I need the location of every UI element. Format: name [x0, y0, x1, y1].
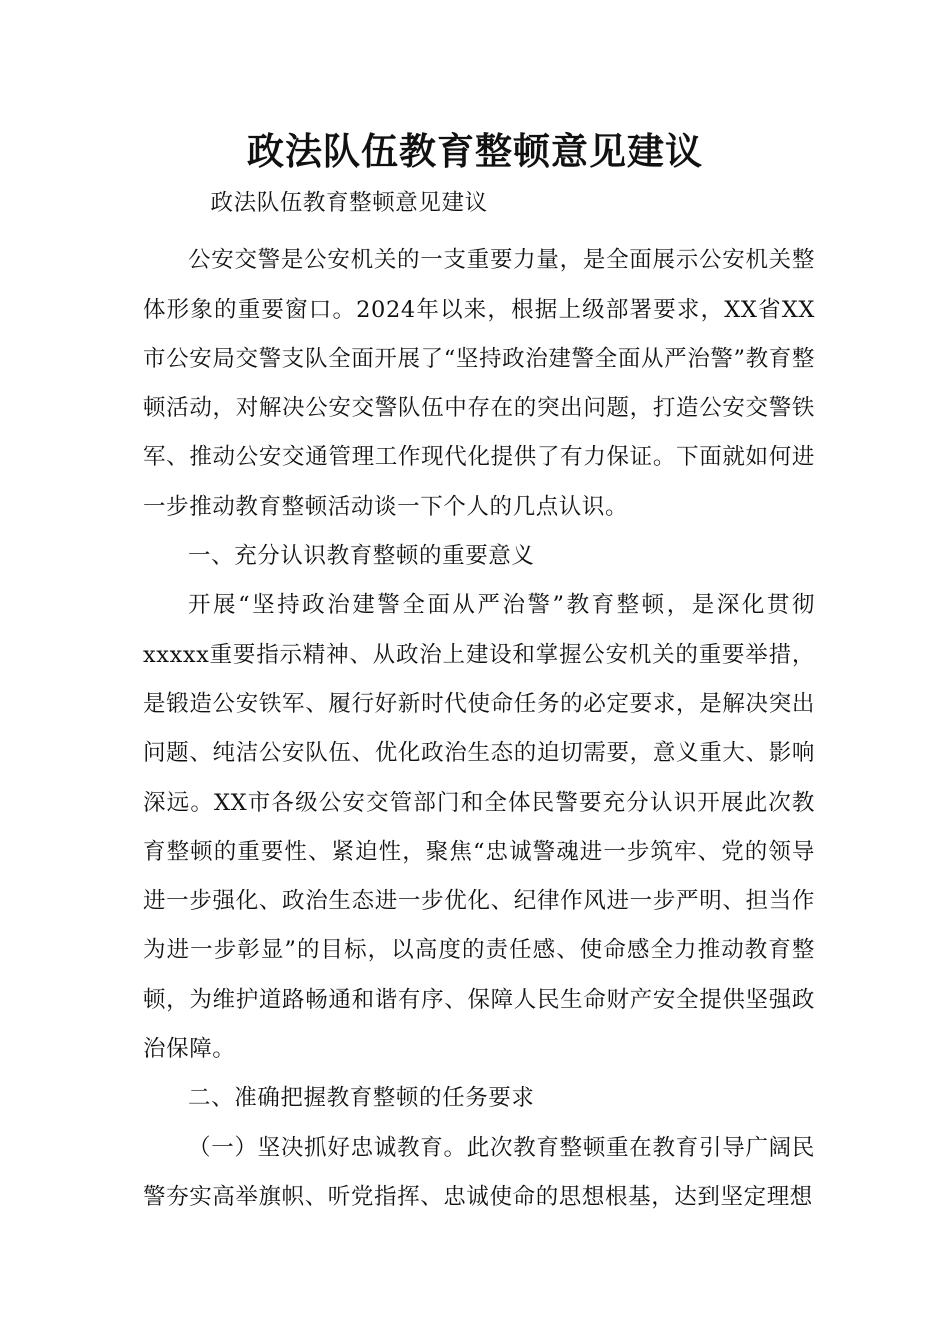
document-subtitle: 政法队伍教育整顿意见建议 — [210, 190, 488, 216]
paragraph-intro: 公安交警是公安机关的一支重要力量，是全面展示公安机关整体形象的重要窗口。2024年以来，根据上级部署要求，XX省XX市公安局交警支队全面开展了“坚持政治建警全面从严治警”教育整顿活动，对解决公安交警队伍中存在的突出问题，打造公安交警铁军、推动公安交通管理工作现代化提供了有力保证。下面就如何进一步推动教育整顿活动谈一下个人的几点认识。 — [143, 247, 815, 520]
paragraph-significance: 开展“坚持政治建警全面从严治警”教育整顿，是深化贯彻xxxxx重要指示精神、从政治上建设和掌握公安机关的重要举措，是锻造公安铁军、履行好新时代使命任务的必定要求，是解决突出问题、纯洁公安队伍、优化政治生态的迫切需要，意义重大、影响深远。XX市各级公安交管部门和全体民警要充分认识开展此次教育整顿的重要性、紧迫性，聚焦“忠诚警魂进一步筑牢、党的领导进一步强化、政治生态进一步优化、纪律作风进一步严明、担当作为进一步彰显”的目标，以高度的责任感、使命感全力推动教育整顿，为维护道路畅通和谐有序、保障人民生命财产安全提供坚强政治保障。 — [143, 592, 815, 1063]
section-heading-2: 二、准确把握教育整顿的任务要求 — [188, 1085, 535, 1112]
paragraph-loyalty-education: （一）坚决抓好忠诚教育。此次教育整顿重在教育引导广阔民警夯实高举旗帜、听党指挥、忠诚使命的思想根基，达到坚定理想 — [143, 1134, 815, 1210]
document-title: 政法队伍教育整顿意见建议 — [247, 130, 703, 173]
document-body — [143, 179, 815, 1222]
section-heading-1: 一、充分认识教育整顿的重要意义 — [188, 543, 535, 570]
